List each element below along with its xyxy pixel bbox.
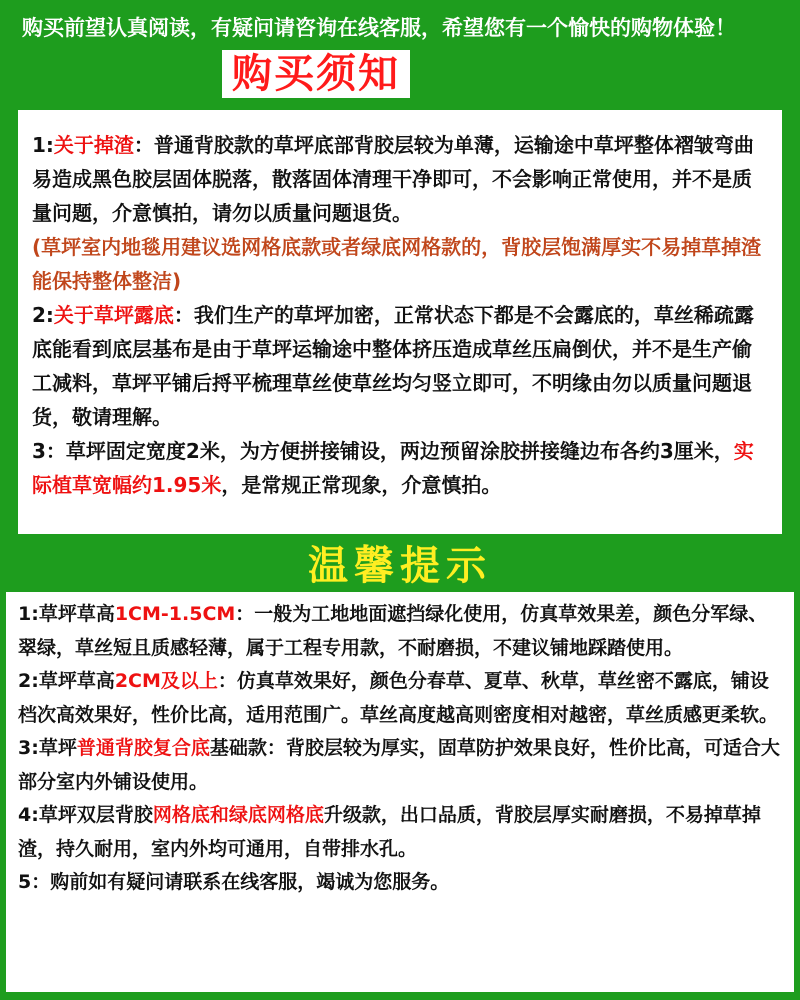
- notice-item-2: [32, 298, 768, 434]
- tip-text: 基础款：背胶层较为厚实，固草防护效果良好，性价比高，可适合大部分室内外铺设使用。: [18, 737, 780, 793]
- tip-item-1: [18, 598, 782, 665]
- tip-prefix: 1:草坪草高: [18, 603, 115, 625]
- item-highlight: 实际植草宽幅约1.95米: [32, 439, 754, 497]
- purchase-notice-title: 购买须知: [222, 50, 410, 98]
- notice-item-1-note: (草坪室内地毯用建议选网格底款或者绿底网格款的，背胶层饱满厚实不易掉草掉渣能保持整体整洁): [32, 235, 762, 293]
- tip-text: ：仿真草效果好，颜色分春草、夏草、秋草，草丝密不露底，铺设档次高效果好，性价比高，适用范围广。草丝高度越高则密度相对越密，草丝质感更柔软。: [18, 670, 779, 726]
- notice-text: 购买前望认真阅读，有疑问请咨询在线客服，希望您有一个愉快的购物体验！: [22, 16, 736, 40]
- tip-highlight: 普通背胶复合底: [76, 737, 210, 759]
- tip-text: 升级款，出口品质，背胶层厚实耐磨损，不易掉草掉渣，持久耐用，室内外均可通用，自带排水孔。: [18, 804, 761, 860]
- item-prefix: 2:: [32, 303, 54, 327]
- item-text: ，是常规正常现象，介意慎拍。: [221, 473, 502, 497]
- purchase-notice-panel: [18, 110, 782, 534]
- item-highlight: 关于草坪露底: [53, 303, 174, 327]
- tip-prefix: 3:草坪: [18, 737, 77, 759]
- tip-prefix: 2:草坪草高: [18, 670, 115, 692]
- tip-item-4: [18, 799, 782, 866]
- item-highlight: 关于掉渣: [53, 133, 134, 157]
- tip-highlight: 1CM-1.5CM: [114, 603, 236, 625]
- item-text: ：我们生产的草坪加密，正常状态下都是不会露底的，草丝稀疏露底能看到底层基布是由于草坪运输途中整体挤压造成草丝压扁倒伏，并不是生产偷工减料，草坪平铺后捋平梳理草丝使草丝均匀竖立即可，不明缘由勿以质量问题退货，敬请理解。: [32, 303, 754, 429]
- notice-item-1: [32, 128, 768, 230]
- item-prefix: 1:: [32, 133, 54, 157]
- tip-text: ：一般为工地地面遮挡绿化使用，仿真草效果差，颜色分军绿、翠绿，草丝短且质感轻薄，属于工程专用款，不耐磨损，不建议铺地踩踏使用。: [18, 603, 768, 659]
- tip-item-3: [18, 732, 782, 799]
- tip-item-5: [18, 866, 782, 900]
- top-notice: [22, 6, 792, 98]
- notice-item-3: [32, 434, 768, 502]
- item-text: ：普通背胶款的草坪底部背胶层较为单薄，运输途中草坪整体褶皱弯曲易造成黑色胶层固体脱落，散落固体清理干净即可，不会影响正常使用，并不是质量问题，介意慎拍，请勿以质量问题退货。: [32, 133, 754, 225]
- item-text: 3：草坪固定宽度2米，为方便拼接铺设，两边预留涂胶拼接缝边布各约3厘米，: [32, 439, 734, 463]
- tip-prefix: 4:草坪双层背胶: [18, 804, 153, 826]
- tip-text: 5：购前如有疑问请联系在线客服，竭诚为您服务。: [18, 871, 450, 893]
- tips-title-wrap: [0, 540, 800, 592]
- tip-item-2: [18, 665, 782, 732]
- tip-highlight: 网格底和绿底网格底: [152, 804, 324, 826]
- tip-highlight: 2CM及以上: [114, 670, 218, 692]
- tips-panel: [6, 592, 794, 992]
- tips-title: 温馨提示: [308, 543, 492, 589]
